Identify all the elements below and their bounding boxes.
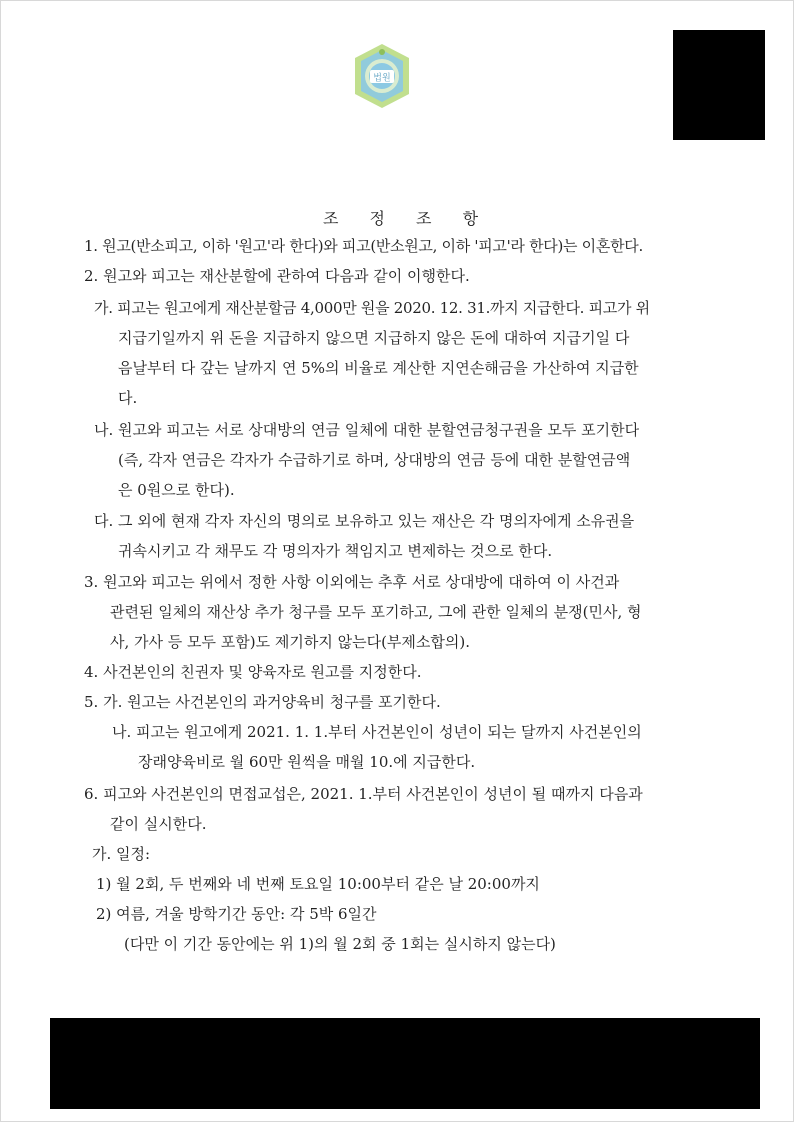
clause-4-line-1: 4. 사건본인의 친권자 및 양육자로 원고를 지정한다. <box>84 663 422 681</box>
clause-6-schedule-item-2: 2) 여름, 겨울 방학기간 동안: 각 5박 6일간 <box>96 905 377 923</box>
clause-2-ga-line-1: 가. 피고는 원고에게 재산분할금 4,000만 원을 2020. 12. 31.까지 지급한다. 피고가 위 <box>94 299 650 317</box>
clause-5-ga-line-1: 5. 가. 원고는 사건본인의 과거양육비 청구를 포기한다. <box>84 693 441 711</box>
clause-6-schedule-note: (다만 이 기간 동안에는 위 1)의 월 2회 중 1회는 실시하지 않는다) <box>124 935 556 953</box>
clause-3-line-1: 3. 원고와 피고는 위에서 정한 사항 이외에는 추후 서로 상대방에 대하여 이 사건과 <box>84 573 620 591</box>
clause-2-na-line-1: 나. 원고와 피고는 서로 상대방의 연금 일체에 대한 분할연금청구권을 모두 포기한다 <box>94 421 640 439</box>
clause-2-ga-line-4: 다. <box>118 389 138 407</box>
clause-2-da-line-1: 다. 그 외에 현재 각자 자신의 명의로 보유하고 있는 재산은 각 명의자에게 소유권을 <box>94 512 635 530</box>
redaction-box-top <box>673 30 765 140</box>
redaction-box-bottom <box>50 1018 760 1109</box>
clause-1-line-1: 1. 원고(반소피고, 이하 '원고'라 한다)와 피고(반소원고, 이하 '피고'라 한다)는 이혼한다. <box>84 237 643 255</box>
clause-2-da-line-2: 귀속시키고 각 채무도 각 명의자가 책임지고 변제하는 것으로 한다. <box>118 542 553 560</box>
clause-5-na-line-1: 나. 피고는 원고에게 2021. 1. 1.부터 사건본인이 성년이 되는 달까지 사건본인의 <box>112 723 642 741</box>
svg-text:법원: 법원 <box>373 73 391 84</box>
clause-2-na-line-3: 은 0원으로 한다). <box>118 481 235 499</box>
court-seal-logo <box>351 42 413 112</box>
clause-3-line-3: 사, 가사 등 모두 포함)도 제기하지 않는다(부제소합의). <box>110 633 470 651</box>
clause-3-line-2: 관련된 일체의 재산상 추가 청구를 모두 포기하고, 그에 관한 일체의 분쟁(민사, 형 <box>110 603 642 621</box>
clause-2-line-1: 2. 원고와 피고는 재산분할에 관하여 다음과 같이 이행한다. <box>84 267 470 285</box>
clause-6-line-1: 6. 피고와 사건본인의 면접교섭은, 2021. 1.부터 사건본인이 성년이 될 때까지 다음과 <box>84 785 643 803</box>
clause-6-ga-heading: 가. 일정: <box>92 845 151 863</box>
clause-2-ga-line-2: 지급기일까지 위 돈을 지급하지 않으면 지급하지 않은 돈에 대하여 지급기일 다 <box>118 329 630 347</box>
document-title: 조 정 조 항 <box>322 209 492 228</box>
clause-6-schedule-item-1: 1) 월 2회, 두 번째와 네 번째 토요일 10:00부터 같은 날 20:00까지 <box>96 875 540 893</box>
clause-2-ga-line-3: 음날부터 다 갚는 날까지 연 5%의 비율로 계산한 지연손해금을 가산하여 지급한 <box>118 359 639 377</box>
clause-5-na-line-2: 장래양육비로 월 60만 원씩을 매월 10.에 지급한다. <box>138 753 476 771</box>
clause-6-line-2: 같이 실시한다. <box>110 815 207 833</box>
clause-2-na-line-2: (즉, 각자 연금은 각자가 수급하기로 하며, 상대방의 연금 등에 대한 분할연금액 <box>118 451 631 469</box>
